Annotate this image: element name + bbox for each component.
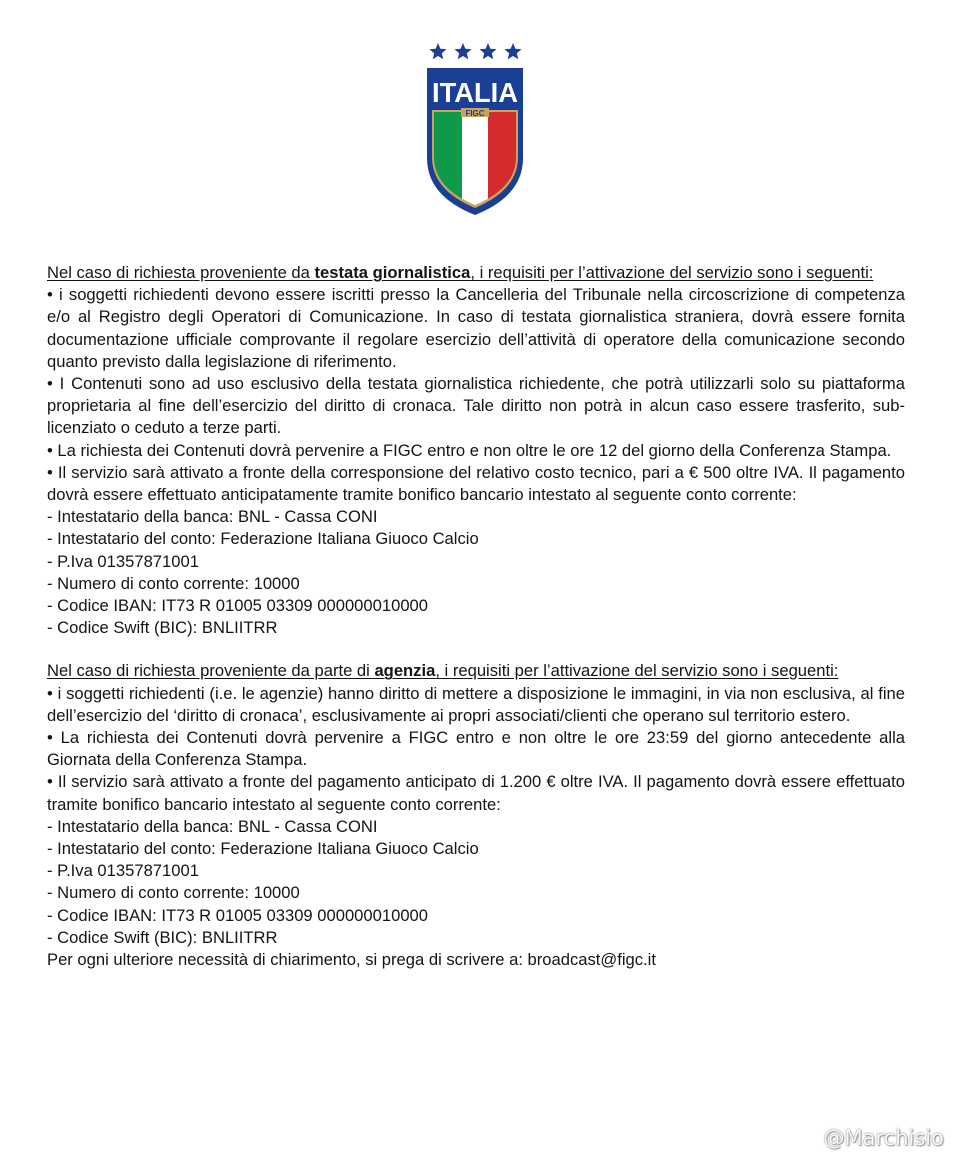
bank-detail: - P.Iva 01357871001 (47, 551, 199, 571)
section-intro: Nel caso di richiesta proveniente da testata giornalistica, i requisiti per l’attivazione del servizio sono i seguenti: (47, 263, 874, 282)
closing-contact-line: Per ogni ulteriore necessità di chiarimento, si prega di scrivere a: broadcast@figc.it (47, 950, 656, 970)
bank-detail: - Codice IBAN: IT73 R 01005 03309 000000010000 (47, 905, 429, 925)
bullet-item: • La richiesta dei Contenuti dovrà pervenire a FIGC entro e non oltre le ore 23:59 del giorno antecedente alla Giornata della Conferenza Stampa. (47, 728, 905, 770)
bank-detail: - Codice Swift (BIC): BNLIITRR (47, 927, 278, 947)
star-icon (479, 43, 496, 59)
section-agenzia (47, 660, 905, 949)
watermark (794, 1126, 944, 1150)
bank-detail: - Codice Swift (BIC): BNLIITRR (47, 618, 278, 638)
bank-detail: - Numero di conto corrente: 10000 (47, 573, 300, 593)
section-intro: Nel caso di richiesta proveniente da parte di agenzia, i requisiti per l’attivazione del servizio sono i seguenti: (47, 661, 839, 681)
bullet-item: • i soggetti richiedenti (i.e. le agenzie) hanno diritto di mettere a disposizione le immagini, in via non esclusiva, al fine dell’esercizio del ‘diritto di cronaca’, esclusivamente ai propri associati/clienti che operano sul territorio estero. (47, 683, 905, 725)
bank-detail: - Numero di conto corrente: 10000 (47, 883, 300, 903)
bank-detail: - Intestatario della banca: BNL - Cassa CONI (47, 507, 378, 527)
bank-detail: - Intestatario del conto: Federazione Italiana Giuoco Calcio (47, 839, 479, 859)
figc-italia-logo (423, 38, 527, 218)
watermark-handle: @Marchisio (823, 1126, 944, 1150)
star-icon (454, 43, 471, 59)
logo-wordmark: ITALIA (432, 77, 518, 108)
bold-term: testata giornalistica (314, 263, 471, 282)
star-icon (429, 43, 446, 59)
weibo-icon (794, 1127, 820, 1149)
star-icons (429, 43, 521, 59)
bullet-item: • i soggetti richiedenti devono essere iscritti presso la Cancelleria del Tribunale nella circoscrizione di competenza e/o al Registro degli Operatori di Comunicazione. In caso di testata giornalistica straniera, dovrà essere fornita documentazione ufficiale comprovante il regolare esercizio dell’attività di operatore della comunicazione secondo quanto previsto dalla legislazione di riferimento. (47, 285, 905, 371)
bank-detail: - Intestatario del conto: Federazione Italiana Giuoco Calcio (47, 529, 479, 549)
bank-detail: - Codice IBAN: IT73 R 01005 03309 000000010000 (47, 596, 429, 616)
logo-subtitle: FIGC (465, 109, 485, 118)
bullet-item: • La richiesta dei Contenuti dovrà pervenire a FIGC entro e non oltre le ore 12 del giorno della Conferenza Stampa. (47, 440, 892, 460)
document-body (47, 262, 905, 971)
star-icon (504, 43, 521, 59)
bank-detail: - P.Iva 01357871001 (47, 861, 199, 881)
section-testata-giornalistica (47, 262, 905, 639)
bank-detail: - Intestatario della banca: BNL - Cassa CONI (47, 816, 378, 836)
bold-term: agenzia (374, 661, 436, 681)
bullet-item: • Il servizio sarà attivato a fronte della corresponsione del relativo costo tecnico, pari a € 500 oltre IVA. Il pagamento dovrà essere effettuato anticipatamente tramite bonifico bancario intestato al seguente conto corrente: (47, 462, 905, 505)
bullet-item: • I Contenuti sono ad uso esclusivo della testata giornalistica richiedente, che potrà utilizzarli solo su piattaforma proprietaria al fine dell’esercizio del diritto di cronaca. Tale diritto non potrà in alcun caso essere trasferito, sub-licenziato o ceduto a terze parti. (47, 374, 905, 438)
bullet-item: • Il servizio sarà attivato a fronte del pagamento anticipato di 1.200 € oltre IVA. Il pagamento dovrà essere effettuato tramite bonifico bancario intestato al seguente conto corrente: (47, 772, 905, 814)
